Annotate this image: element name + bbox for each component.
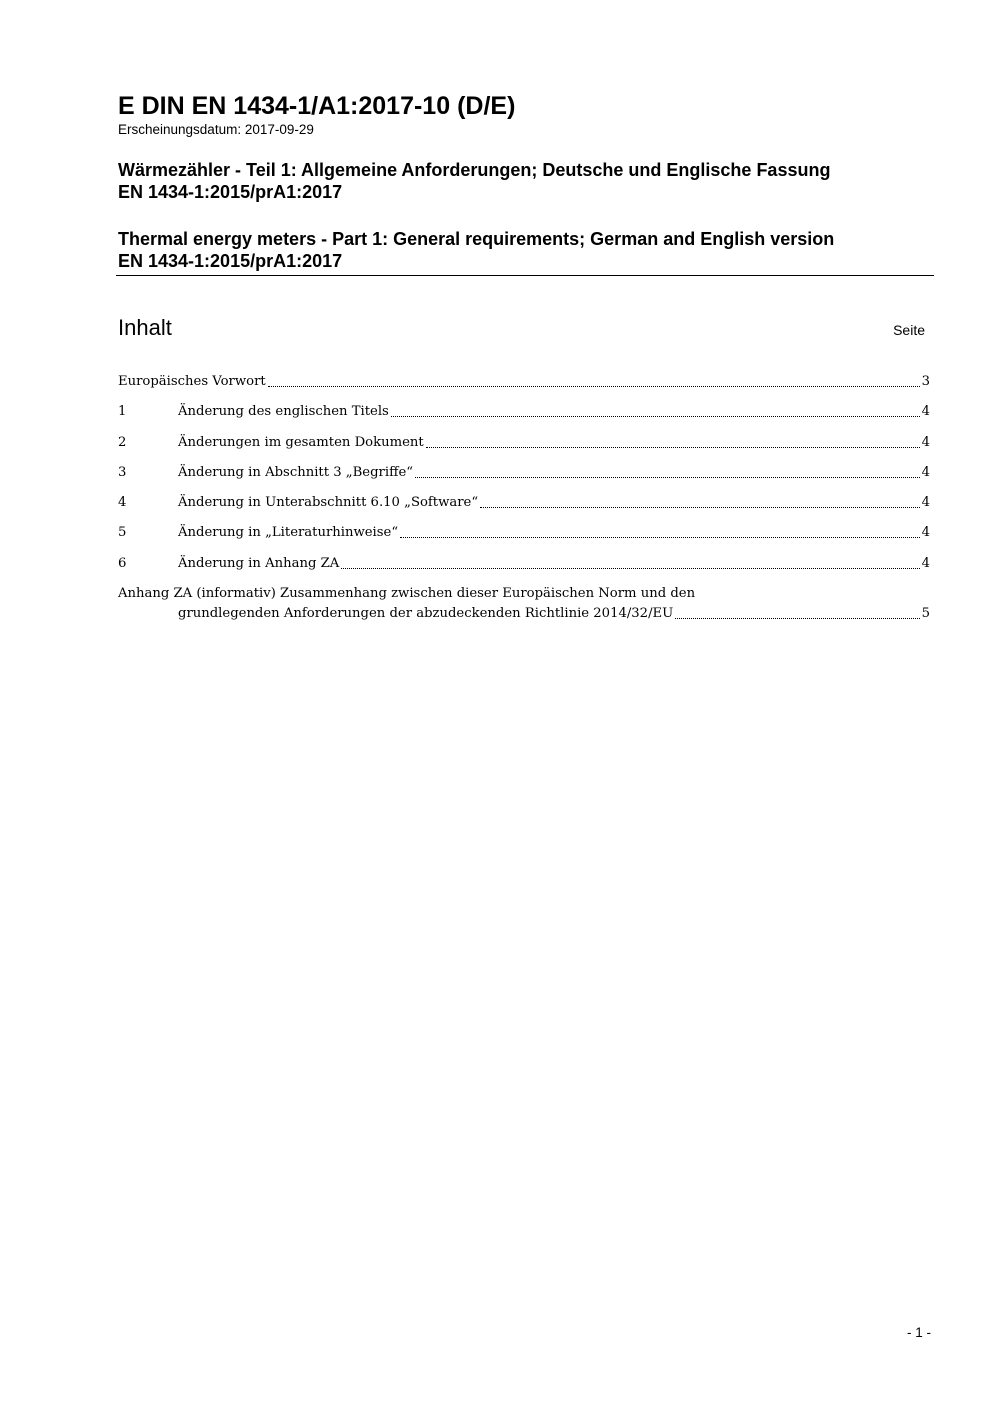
toc-entry-text: Änderung in Anhang ZA — [178, 555, 340, 571]
toc-entry-1[interactable] — [118, 402, 930, 422]
title-german-line-1: Wärmezähler - Teil 1: Allgemeine Anforderungen; Deutsche und Englische Fassung — [118, 160, 831, 180]
title-english — [118, 228, 834, 272]
toc-leader — [675, 618, 919, 619]
toc-entry-6[interactable] — [118, 554, 930, 574]
toc-annex-line-2-row — [118, 604, 930, 624]
toc-entry-number: 5 — [118, 525, 127, 541]
toc-leader — [391, 416, 920, 417]
table-of-contents — [118, 372, 930, 624]
toc-entry-page: 5 — [921, 606, 930, 622]
toc-entry-text: Änderung des englischen Titels — [178, 404, 389, 420]
title-german-line-2: EN 1434-1:2015/prA1:2017 — [118, 182, 343, 202]
toc-entry-text: Änderung in Unterabschnitt 6.10 „Software“ — [178, 495, 479, 511]
toc-entry-text: Änderung in „Literaturhinweise“ — [178, 525, 399, 541]
toc-entry-foreword[interactable] — [118, 372, 930, 392]
toc-annex-line-1: Anhang ZA (informativ) Zusammenhang zwischen dieser Europäischen Norm und den — [118, 586, 696, 602]
toc-entry-page: 4 — [921, 434, 930, 450]
title-english-line-1: Thermal energy meters - Part 1: General requirements; German and English version — [118, 229, 835, 249]
toc-entry-number: 3 — [118, 464, 127, 480]
toc-entry-number: 2 — [118, 434, 127, 450]
toc-entry-4[interactable] — [118, 493, 930, 513]
toc-leader — [426, 447, 920, 448]
toc-entry-3[interactable] — [118, 463, 930, 483]
toc-leader — [415, 477, 920, 478]
title-german — [118, 159, 830, 203]
toc-entry-5[interactable] — [118, 523, 930, 543]
toc-entry-page: 3 — [921, 374, 930, 389]
toc-entry-number: 6 — [118, 555, 127, 571]
title-divider — [116, 275, 934, 276]
toc-entry-text: Änderungen im gesamten Dokument — [178, 434, 424, 450]
toc-entry-page: 4 — [921, 404, 930, 420]
publication-date: Erscheinungsdatum: 2017-09-29 — [118, 122, 314, 137]
page-number: - 1 - — [906, 1325, 931, 1340]
toc-heading: Inhalt — [118, 315, 172, 340]
title-english-line-2: EN 1434-1:2015/prA1:2017 — [118, 251, 343, 271]
toc-entry-text: Europäisches Vorwort — [118, 374, 266, 389]
toc-entry-page: 4 — [921, 555, 930, 571]
toc-leader — [268, 386, 920, 387]
toc-entry-page: 4 — [921, 464, 930, 480]
toc-entry-number: 4 — [118, 495, 127, 511]
toc-leader — [400, 537, 920, 538]
toc-annex-line-2: grundlegenden Anforderungen der abzudeckenden Richtlinie 2014/32/EU — [178, 606, 674, 622]
toc-entry-annex-za[interactable] — [118, 584, 930, 624]
toc-leader — [480, 507, 920, 508]
toc-entry-page: 4 — [921, 525, 930, 541]
document-id: E DIN EN 1434-1/A1:2017-10 (D/E) — [118, 92, 516, 120]
toc-entry-text: Änderung in Abschnitt 3 „Begriffe“ — [178, 464, 413, 480]
toc-entry-page: 4 — [921, 495, 930, 511]
toc-leader — [341, 568, 919, 569]
toc-entry-number: 1 — [118, 404, 127, 420]
toc-page-label: Seite — [893, 322, 925, 338]
toc-entry-2[interactable] — [118, 433, 930, 453]
